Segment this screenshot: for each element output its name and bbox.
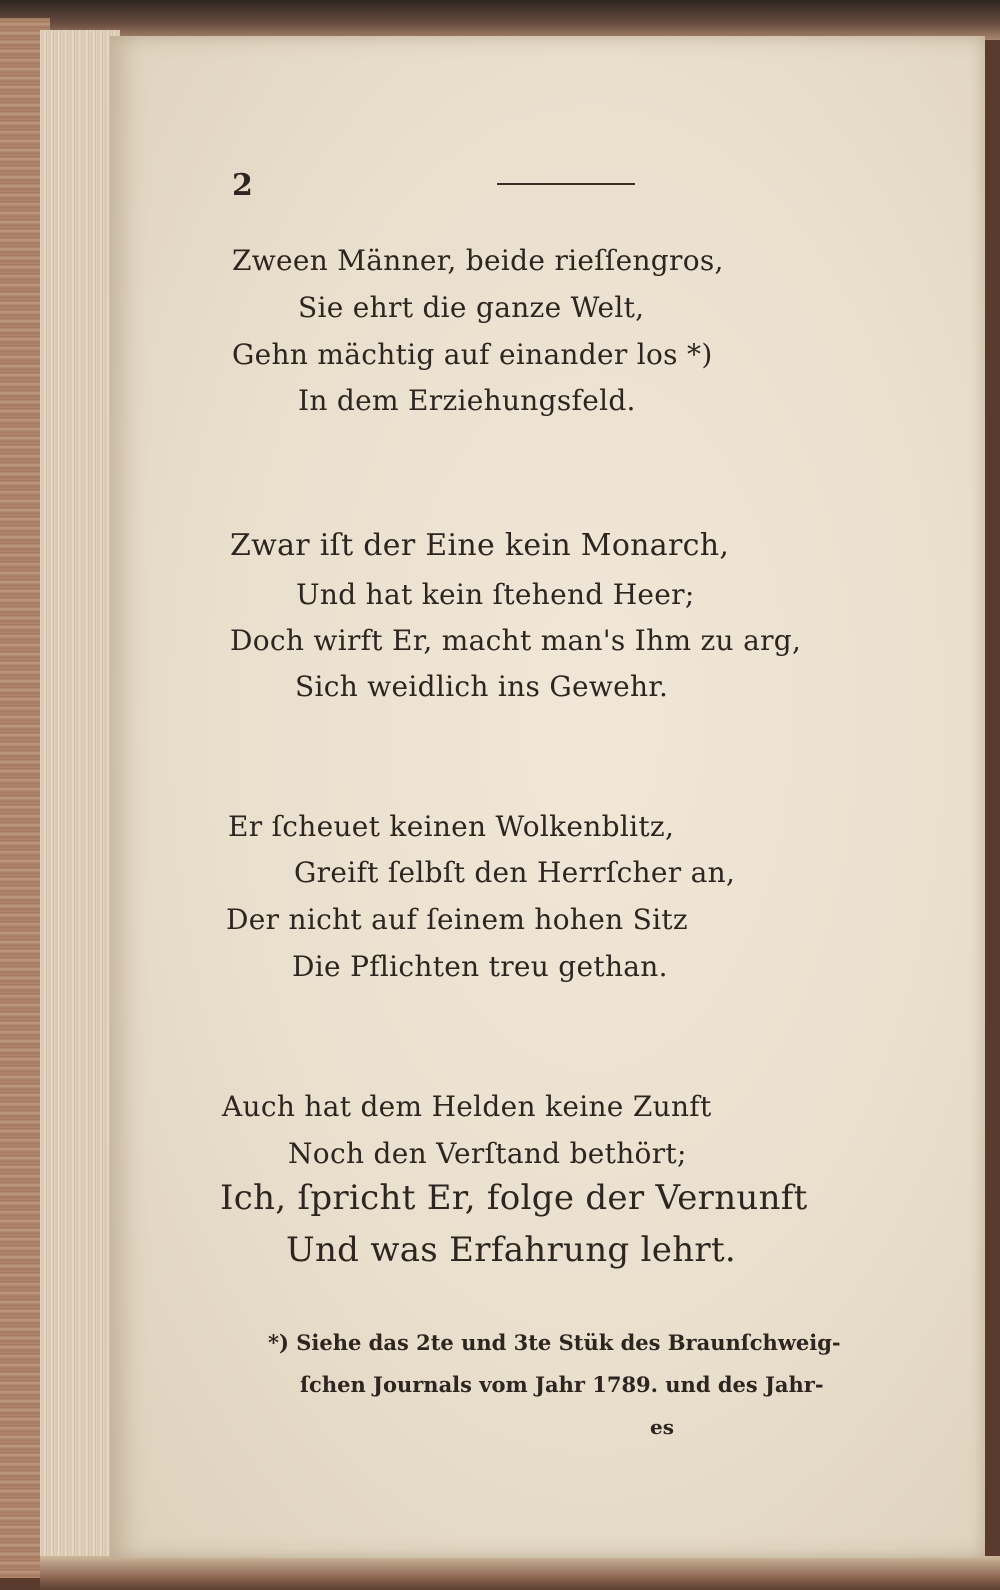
verse-line: Sich weidlich ins Gewehr. (295, 670, 669, 703)
verse-line: Noch den Verſtand bethört; (288, 1137, 687, 1170)
verse-line: Und hat kein ſtehend Heer; (296, 578, 695, 611)
header-rule (497, 183, 635, 185)
verse-line: Ich, ſpricht Er, folge der Vernunft (220, 1178, 808, 1218)
footnote-line: ſchen Journals vom Jahr 1789. und des Jahr- (300, 1372, 824, 1397)
footnote-line: *) Siehe das 2te und 3te Stük des Braunſchweig- (268, 1330, 841, 1355)
verse-line: In dem Erziehungsfeld. (298, 384, 636, 417)
page-number: 2 (232, 168, 253, 203)
verse-line: Greift ſelbſt den Herrſcher an, (294, 856, 736, 889)
verse-line: Sie ehrt die ganze Welt, (298, 291, 645, 324)
verse-line: Zween Männer, beide rieſſengros, (232, 244, 724, 277)
verse-line: Doch wirft Er, macht man's Ihm zu arg, (230, 624, 802, 657)
cover-top-edge (0, 0, 1000, 40)
page-stack-edge (40, 30, 120, 1560)
verse-line: Gehn mächtig auf einander los *) (232, 338, 713, 371)
verse-line: Die Pflichten treu gethan. (292, 950, 668, 983)
verse-line: Er ſcheuet keinen Wolkenblitz, (228, 810, 675, 843)
verse-line: Und was Erfahrung lehrt. (286, 1230, 737, 1270)
verse-line: Der nicht auf ſeinem hohen Sitz (226, 903, 688, 936)
cover-bottom-edge (40, 1556, 1000, 1590)
verse-line: Auch hat dem Helden keine Zunft (222, 1090, 712, 1123)
catchword: es (650, 1415, 674, 1439)
verse-line: Zwar iſt der Eine kein Monarch, (230, 528, 730, 563)
